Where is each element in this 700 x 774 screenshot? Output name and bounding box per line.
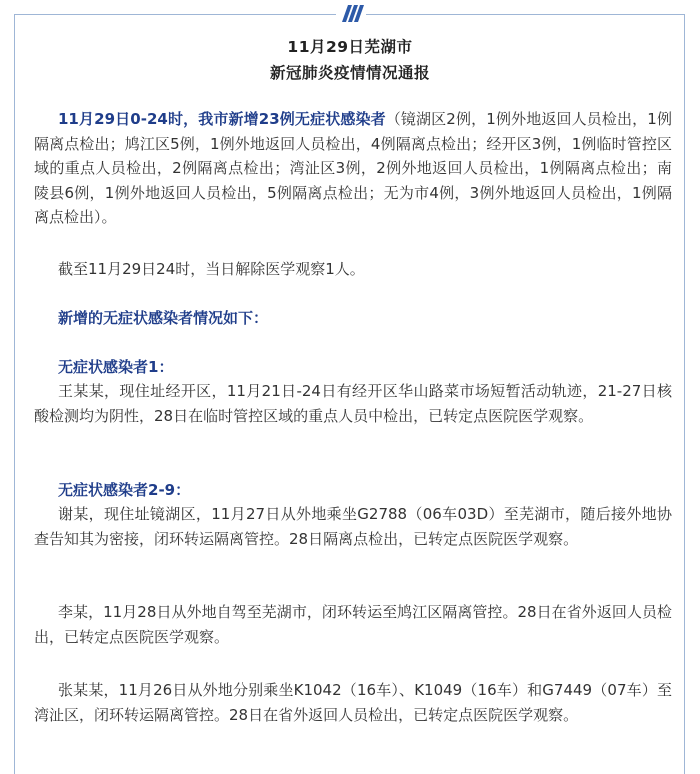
case-2-9-paragraph-1: 谢某，现住址镜湖区，11月27日从外地乘坐G2788（06车03D）至芜湖市，随后接外地协查告知其为密接，闭环转运隔离管控。28日隔离点检出，已转定点医院医学观察。 [34,505,672,548]
summary-paragraph [34,107,672,230]
case-1-paragraph: 王某某，现住址经开区，11月21日-24日有经开区华山路菜市场短暂活动轨迹，21-27日核酸检测均为阴性，28日在临时管控区域的重点人员中检出，已转定点医院医学观察。 [34,382,672,425]
page-subtitle: 新冠肺炎疫情情况通报 [269,64,430,82]
summary-detail: （镜湖区2例，1例外地返回人员检出，1例隔离点检出；鸠江区5例，1例外地返回人员检出，4例隔离点检出；经开区3例，1例临时管控区域的重点人员检出，2例隔离点检出；湾沚区3例，2例外地返回人员检出，1例隔离点检出；南陵县6例，1例外地返回人员检出，5例隔离点检出；无为市4例，3例外地返回人员检出，1例隔离点检出）。 [34,110,672,226]
summary-lead: 11月29日0-24时，我市新增23例无症状感染者 [58,110,386,128]
page-title: 11月29日芜湖市 [287,38,413,56]
case-2-9-heading: 无症状感染者2-9： [58,481,191,499]
case-2-9-paragraph-3: 张某某，11月26日从外地分别乘坐K1042（16车）、K1049（16车）和G7449（07车）至湾沚区，闭环转运隔离管控。28日在省外返回人员检出，已转定点医院医学观察。 [34,681,672,724]
slash-stripes-icon [336,2,366,24]
release-note: 截至11月29日24时，当日解除医学观察1人。 [58,260,365,278]
section-heading: 新增的无症状感染者情况如下： [58,309,269,327]
case-1-heading: 无症状感染者1： [58,358,174,376]
case-2-9-paragraph-2: 李某，11月28日从外地自驾至芜湖市，闭环转运至鸠江区隔离管控。28日在省外返回人员检出，已转定点医院医学观察。 [34,603,672,646]
